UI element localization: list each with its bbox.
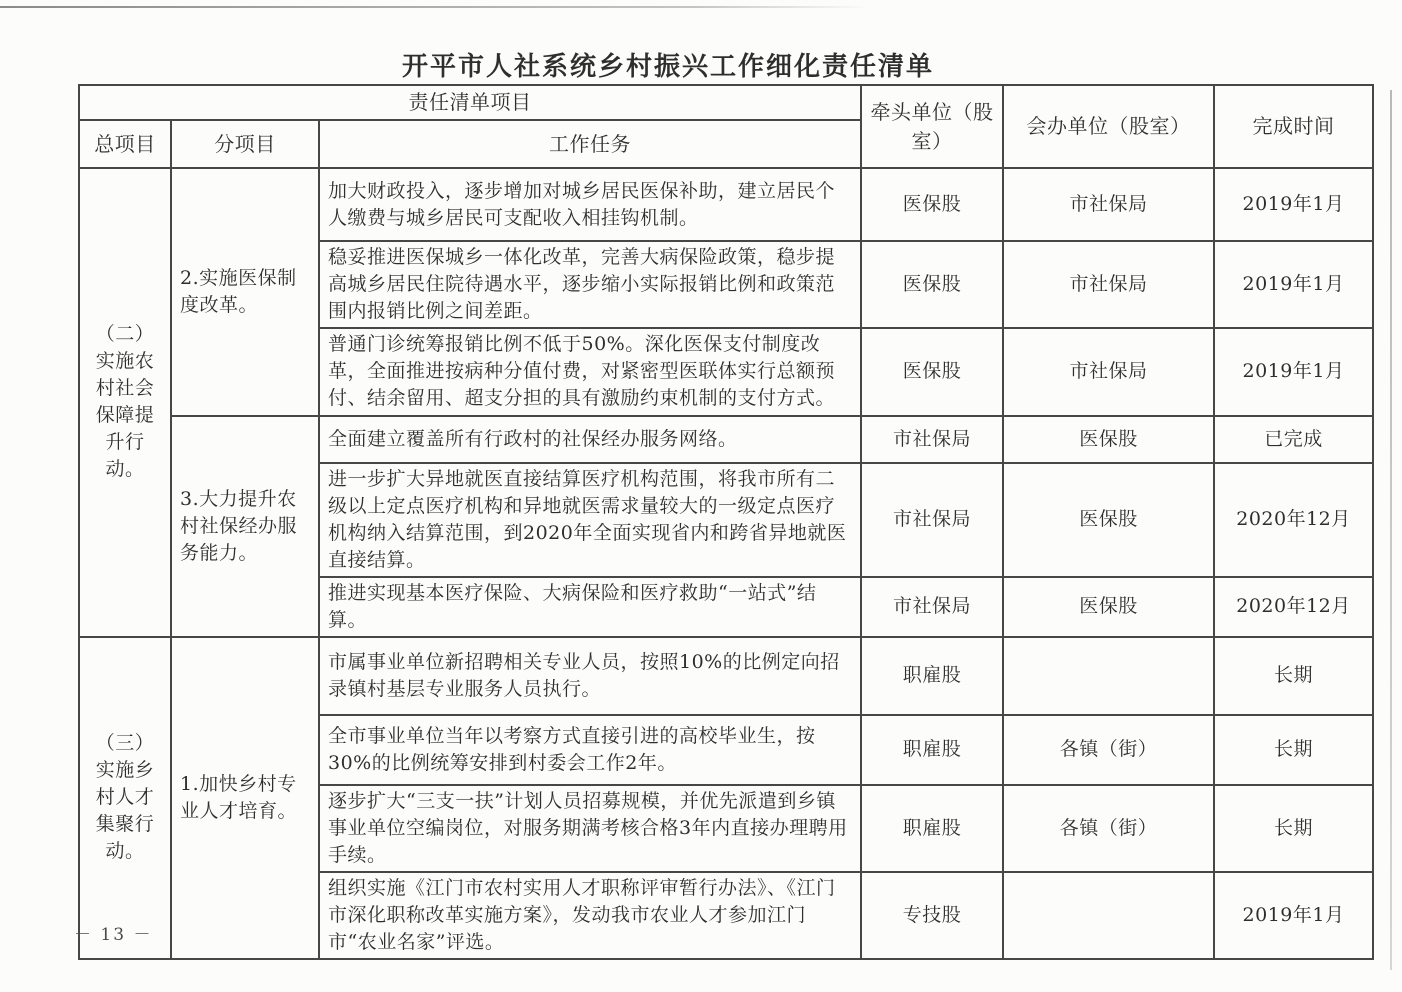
time-cell: 长期 <box>1214 637 1373 715</box>
header-work-task: 工作任务 <box>319 120 861 168</box>
header-total-project: 总项目 <box>79 120 171 168</box>
page-number: － 13 － <box>74 925 153 945</box>
task-cell: 逐步扩大“三支一扶”计划人员招募规模，并优先派遣到乡镇事业单位空编岗位，对服务期满考核合格3年内直接办理聘用手续。 <box>319 785 861 872</box>
scan-artifact-right <box>1390 90 1392 970</box>
co-unit-cell: 各镇（街） <box>1003 785 1214 872</box>
co-unit-cell: 医保股 <box>1003 577 1214 637</box>
lead-unit-cell: 市社保局 <box>861 416 1003 463</box>
page-title: 开平市人社系统乡村振兴工作细化责任清单 <box>402 52 935 82</box>
time-cell: 已完成 <box>1214 416 1373 463</box>
lead-unit-cell: 市社保局 <box>861 463 1003 577</box>
header-co-unit: 会办单位（股室） <box>1003 85 1214 168</box>
group-cell-talent-gathering: （三）实施乡村人才集聚行动。 <box>79 637 171 959</box>
time-cell: 2019年1月 <box>1214 241 1373 328</box>
header-lead-unit: 牵头单位（股室） <box>861 85 1003 168</box>
task-cell: 进一步扩大异地就医直接结算医疗机构范围，将我市所有二级以上定点医疗机构和异地就医需求量较大的一级定点医疗机构纳入结算范围，到2020年全面实现省内和跨省异地就医直接结算。 <box>319 463 861 577</box>
task-cell: 加大财政投入，逐步增加对城乡居民医保补助，建立居民个人缴费与城乡居民可支配收入相挂钩机制。 <box>319 168 861 241</box>
co-unit-cell: 市社保局 <box>1003 241 1214 328</box>
time-cell: 长期 <box>1214 785 1373 872</box>
task-cell: 普通门诊统筹报销比例不低于50%。深化医保支付制度改革，全面推进按病种分值付费，对紧密型医联体实行总额预付、结余留用、超支分担的具有激励约束机制的支付方式。 <box>319 328 861 416</box>
time-cell: 2019年1月 <box>1214 328 1373 416</box>
co-unit-cell <box>1003 637 1214 715</box>
co-unit-cell: 各镇（街） <box>1003 715 1214 785</box>
task-cell: 全面建立覆盖所有行政村的社保经办服务网络。 <box>319 416 861 463</box>
lead-unit-cell: 职雇股 <box>861 785 1003 872</box>
co-unit-cell: 市社保局 <box>1003 328 1214 416</box>
co-unit-cell: 医保股 <box>1003 463 1214 577</box>
task-cell: 稳妥推进医保城乡一体化改革，完善大病保险政策，稳步提高城乡居民住院待遇水平，逐步缩小实际报销比例和政策范围内报销比例之间差距。 <box>319 241 861 328</box>
lead-unit-cell: 专技股 <box>861 872 1003 959</box>
header-sub-project: 分项目 <box>171 120 319 168</box>
lead-unit-cell: 医保股 <box>861 168 1003 241</box>
table-row <box>79 168 1373 241</box>
lead-unit-cell: 职雇股 <box>861 715 1003 785</box>
time-cell: 2019年1月 <box>1214 168 1373 241</box>
time-cell: 长期 <box>1214 715 1373 785</box>
header-duty-list-items: 责任清单项目 <box>79 85 861 120</box>
task-cell: 推进实现基本医疗保险、大病保险和医疗救助“一站式”结算。 <box>319 577 861 637</box>
co-unit-cell <box>1003 872 1214 959</box>
header-completion-time: 完成时间 <box>1214 85 1373 168</box>
task-cell: 组织实施《江门市农村实用人才职称评审暂行办法》、《江门市深化职称改革实施方案》，发动我市农业人才参加江门市“农业名家”评选。 <box>319 872 861 959</box>
task-cell: 全市事业单位当年以考察方式直接引进的高校毕业生，按30%的比例统筹安排到村委会工作2年。 <box>319 715 861 785</box>
time-cell: 2019年1月 <box>1214 872 1373 959</box>
lead-unit-cell: 医保股 <box>861 241 1003 328</box>
time-cell: 2020年12月 <box>1214 577 1373 637</box>
lead-unit-cell: 市社保局 <box>861 577 1003 637</box>
scan-artifact-top <box>0 6 869 8</box>
task-cell: 市属事业单位新招聘相关专业人员，按照10%的比例定向招录镇村基层专业服务人员执行。 <box>319 637 861 715</box>
responsibility-table <box>78 84 1374 960</box>
lead-unit-cell: 职雇股 <box>861 637 1003 715</box>
sub-project-cell-social-security-service: 3.大力提升农村社保经办服务能力。 <box>171 416 319 637</box>
co-unit-cell: 医保股 <box>1003 416 1214 463</box>
table-row <box>79 416 1373 463</box>
time-cell: 2020年12月 <box>1214 463 1373 577</box>
sub-project-cell-talent-cultivation: 1.加快乡村专业人才培育。 <box>171 637 319 959</box>
co-unit-cell: 市社保局 <box>1003 168 1214 241</box>
lead-unit-cell: 医保股 <box>861 328 1003 416</box>
sub-project-cell-medical-insurance-reform: 2.实施医保制度改革。 <box>171 168 319 416</box>
table-row <box>79 637 1373 715</box>
group-cell-social-security: （二）实施农村社会保障提升行动。 <box>79 168 171 637</box>
